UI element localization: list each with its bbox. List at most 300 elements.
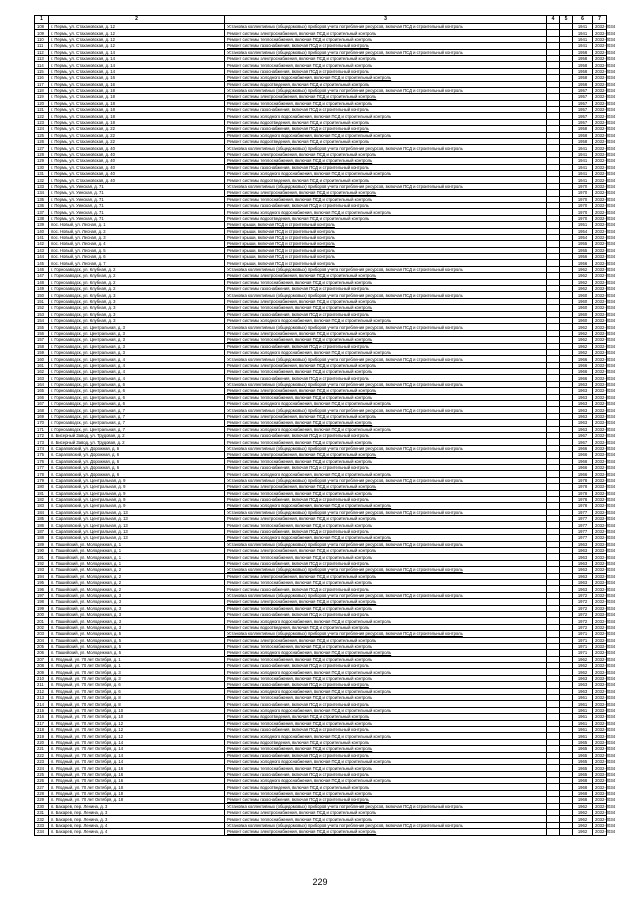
work-type-cell: Ремонт системы газоснабжения, включая ПСД и строительный контроль: [225, 286, 547, 292]
period-cell: 2032-2034: [593, 592, 607, 598]
address-cell: г. Горнозаводск, ул. Центральная, д. 7: [49, 420, 225, 426]
year-cell: 1962: [573, 816, 593, 822]
work-type-cell: Ремонт системы холодного водоснабжения, включая ПСД и строительный контроль: [225, 535, 547, 541]
period-cell: 2032-2034: [593, 554, 607, 560]
work-type-cell: Ремонт системы водоотведения, включая ПСД и строительный контроль: [225, 139, 547, 145]
work-type-cell: Ремонт системы водоотведения, включая ПСД и строительный контроль: [225, 81, 547, 87]
address-cell: г. Пермь, ул. Стахановская, д. 12: [49, 24, 225, 30]
work-type-cell: Ремонт системы холодного водоснабжения, включая ПСД и строительный контроль: [225, 75, 547, 81]
address-cell: г. Горнозаводск, ул. Центральная, д. 3: [49, 349, 225, 355]
row-number-cell: 219: [35, 733, 49, 739]
row-number-cell: 232: [35, 816, 49, 822]
period-cell: 2032-2034: [593, 279, 607, 285]
address-cell: п. Пашийский, ул. Молодежная, д. 1: [49, 560, 225, 566]
work-type-cell: Ремонт системы газоснабжения, включая ПСД и строительный контроль: [225, 560, 547, 566]
row-number-cell: 137: [35, 209, 49, 215]
work-type-cell: Ремонт системы теплоснабжения, включая ПСД и строительный контроль: [225, 490, 547, 496]
address-cell: п. Сараповский, ул. Дорожная, д. 6: [49, 471, 225, 477]
work-type-cell: Ремонт системы электроснабжения, включая ПСД и строительный контроль: [225, 30, 547, 36]
period-cell: 2032-2034: [593, 714, 607, 720]
address-cell: п. Ягодный, ул. 70 лет Октября, д. 10: [49, 714, 225, 720]
work-type-cell: Ремонт системы электроснабжения, включая ПСД и строительный контроль: [225, 190, 547, 196]
row-number-cell: 223: [35, 758, 49, 764]
work-type-cell: Ремонт системы теплоснабжения, включая ПСД и строительный контроль: [225, 196, 547, 202]
row-number-cell: 220: [35, 739, 49, 745]
work-type-cell: Ремонт системы электроснабжения, включая ПСД и строительный контроль: [225, 413, 547, 419]
address-cell: п. Сараповский, ул. Центральная, д. 9: [49, 496, 225, 502]
address-cell: г. Пермь, ул. Стахановская, д. 12: [49, 30, 225, 36]
work-type-cell: Ремонт системы теплоснабжения, включая ПСД и строительный контроль: [225, 746, 547, 752]
year-cell: 1965: [573, 765, 593, 771]
year-cell: 1961: [573, 695, 593, 701]
row-number-cell: 172: [35, 433, 49, 439]
work-type-cell: Ремонт системы теплоснабжения, включая ПСД и строительный контроль: [225, 554, 547, 560]
work-type-cell: Ремонт системы электроснабжения, включая ПСД и строительный контроль: [225, 298, 547, 304]
work-type-cell: Ремонт системы газоснабжения, включая ПСД и строительный контроль: [225, 43, 547, 49]
address-cell: г. Пермь, ул. Уинская, д. 71: [49, 215, 225, 221]
row-number-cell: 185: [35, 516, 49, 522]
year-cell: 1968: [573, 778, 593, 784]
address-cell: п. Ягодный, ул. 70 лет Октября, д. 16: [49, 771, 225, 777]
header-col-2: 2: [49, 16, 225, 24]
period-cell: 2032-2034: [593, 675, 607, 681]
row-number-cell: 193: [35, 567, 49, 573]
year-cell: 1961: [573, 726, 593, 732]
row-number-cell: 183: [35, 503, 49, 509]
period-cell: 2032-2034: [593, 81, 607, 87]
row-number-cell: 213: [35, 695, 49, 701]
row-number-cell: 162: [35, 369, 49, 375]
row-number-cell: 169: [35, 413, 49, 419]
work-type-cell: Ремонт крыши, включая ПСД и строительный контроль: [225, 247, 547, 253]
row-number-cell: 207: [35, 656, 49, 662]
year-cell: 1962: [573, 266, 593, 272]
period-cell: 2032-2034: [593, 631, 607, 637]
work-type-cell: Установка коллективных (общедомовых) приборов учета потребления ресурсов, включая ПСД и строительный контроль: [225, 183, 547, 189]
period-cell: 2032-2034: [593, 311, 607, 317]
address-cell: п. Ягодный, ул. 70 лет Октября, д. 12: [49, 733, 225, 739]
work-type-cell: Ремонт системы водоотведения, включая ПСД и строительный контроль: [225, 739, 547, 745]
period-cell: 2032-2034: [593, 477, 607, 483]
address-cell: г. Горнозаводск, ул. Клубная, д. 3: [49, 305, 225, 311]
address-cell: п. Пашийский, ул. Молодежная, д. 3: [49, 611, 225, 617]
year-cell: 1963: [573, 401, 593, 407]
work-type-cell: Ремонт системы теплоснабжения, включая ПСД и строительный контроль: [225, 458, 547, 464]
address-cell: п. Ягодный, ул. 70 лет Октября, д. 18: [49, 784, 225, 790]
work-type-cell: Ремонт системы газоснабжения, включая ПСД и строительный контроль: [225, 682, 547, 688]
address-cell: г. Пермь, ул. Стахановская, д. 40: [49, 170, 225, 176]
work-type-cell: Ремонт системы холодного водоснабжения, включая ПСД и строительный контроль: [225, 170, 547, 176]
year-cell: 1962: [573, 656, 593, 662]
address-cell: п. Ягодный, ул. 70 лет Октября, д. 16: [49, 778, 225, 784]
work-type-cell: Установка коллективных (общедомовых) приборов учета потребления ресурсов, включая ПСД и строительный контроль: [225, 803, 547, 809]
period-cell: 2032-2034: [593, 94, 607, 100]
address-cell: п. Пашийский, ул. Молодежная, д. 3: [49, 599, 225, 605]
row-number-cell: 151: [35, 298, 49, 304]
row-number-cell: 212: [35, 688, 49, 694]
address-cell: п. Пашийский, ул. Молодежная, д. 1: [49, 541, 225, 547]
period-cell: 2032-2034: [593, 650, 607, 656]
address-cell: п. Пашийский, ул. Молодежная, д. 3: [49, 618, 225, 624]
address-cell: г. Горнозаводск, ул. Клубная, д. 3: [49, 317, 225, 323]
period-cell: 2032-2034: [593, 247, 607, 253]
period-cell: 2032-2034: [593, 535, 607, 541]
period-cell: 2032-2034: [593, 362, 607, 368]
row-number-cell: 229: [35, 797, 49, 803]
row-number-cell: 133: [35, 183, 49, 189]
address-cell: г. Пермь, ул. Уинская, д. 71: [49, 209, 225, 215]
year-cell: 1977: [573, 522, 593, 528]
period-cell: 2032-2034: [593, 286, 607, 292]
work-type-cell: Ремонт системы газоснабжения, включая ПСД и строительный контроль: [225, 375, 547, 381]
year-cell: 1962: [573, 810, 593, 816]
address-cell: г. Пермь, ул. Стахановская, д. 12: [49, 43, 225, 49]
address-cell: пос. Новый, ул. Лесная, д. 6: [49, 254, 225, 260]
work-type-cell: Ремонт системы теплоснабжения, включая ПСД и строительный контроль: [225, 305, 547, 311]
year-cell: 1965: [573, 758, 593, 764]
work-type-cell: Ремонт системы теплоснабжения, включая ПСД и строительный контроль: [225, 394, 547, 400]
period-cell: 2032-2034: [593, 107, 607, 113]
address-cell: г. Пермь, ул. Стахановская, д. 14: [49, 62, 225, 68]
period-cell: 2032-2034: [593, 183, 607, 189]
period-cell: 2032-2034: [593, 151, 607, 157]
address-cell: п. Пашийский, ул. Молодежная, д. 2: [49, 579, 225, 585]
year-cell: 1941: [573, 177, 593, 183]
address-cell: п. Сараповский, ул. Дорожная, д. 6: [49, 458, 225, 464]
address-cell: г. Горнозаводск, ул. Центральная, д. 6: [49, 394, 225, 400]
work-type-cell: Установка коллективных (общедомовых) приборов учета потребления ресурсов, включая ПСД и строительный контроль: [225, 445, 547, 451]
period-cell: 2032-2034: [593, 733, 607, 739]
address-cell: г. Пермь, ул. Стахановская, д. 40: [49, 151, 225, 157]
work-type-cell: Ремонт системы электроснабжения, включая ПСД и строительный контроль: [225, 55, 547, 61]
address-cell: п. Пашийский, ул. Молодежная, д. 2: [49, 573, 225, 579]
work-type-cell: Ремонт системы газоснабжения, включая ПСД и строительный контроль: [225, 496, 547, 502]
year-cell: 1957: [573, 107, 593, 113]
year-cell: 1941: [573, 145, 593, 151]
work-type-cell: Ремонт крыши, включая ПСД и строительный контроль: [225, 234, 547, 240]
work-type-cell: Установка коллективных (общедомовых) приборов учета потребления ресурсов, включая ПСД и строительный контроль: [225, 541, 547, 547]
header-col-1: 1: [35, 16, 49, 24]
address-cell: г. Пермь, ул. Стахановская, д. 18: [49, 87, 225, 93]
address-cell: г. Пермь, ул. Уинская, д. 71: [49, 183, 225, 189]
year-cell: 1977: [573, 535, 593, 541]
row-number-cell: 148: [35, 279, 49, 285]
period-cell: 2032-2034: [593, 765, 607, 771]
row-number-cell: 128: [35, 151, 49, 157]
year-cell: 1941: [573, 164, 593, 170]
work-type-cell: Установка коллективных (общедомовых) приборов учета потребления ресурсов, включая ПСД и строительный контроль: [225, 631, 547, 637]
address-cell: г. Горнозаводск, ул. Центральная, д. 7: [49, 407, 225, 413]
address-cell: п. Бахарев, пер. Ленина, д. 3: [49, 810, 225, 816]
work-type-cell: Ремонт системы холодного водоснабжения, включая ПСД и строительный контроль: [225, 778, 547, 784]
period-cell: 2032-2034: [593, 413, 607, 419]
period-cell: 2032-2034: [593, 458, 607, 464]
work-type-cell: Ремонт системы теплоснабжения, включая ПСД и строительный контроль: [225, 695, 547, 701]
work-type-cell: Ремонт системы теплоснабжения, включая ПСД и строительный контроль: [225, 62, 547, 68]
table-body: [35, 24, 616, 836]
row-number-cell: 173: [35, 439, 49, 445]
year-cell: 1966: [573, 356, 593, 362]
address-cell: п. Ягодный, ул. 70 лет Октября, д. 3: [49, 669, 225, 675]
period-cell: 2032-2034: [593, 688, 607, 694]
work-type-cell: Установка коллективных (общедомовых) приборов учета потребления ресурсов, включая ПСД и строительный контроль: [225, 509, 547, 515]
period-cell: 2032-2034: [593, 356, 607, 362]
row-number-cell: 168: [35, 407, 49, 413]
year-cell: 1972: [573, 599, 593, 605]
period-cell: 2032-2034: [593, 375, 607, 381]
year-cell: 1971: [573, 637, 593, 643]
year-cell: 1962: [573, 829, 593, 835]
address-cell: г. Пермь, ул. Стахановская, д. 40: [49, 164, 225, 170]
period-cell: 2032-2034: [593, 439, 607, 445]
work-type-cell: Ремонт системы холодного водоснабжения, включая ПСД и строительный контроль: [225, 132, 547, 138]
work-type-cell: Ремонт системы газоснабжения, включая ПСД и строительный контроль: [225, 107, 547, 113]
year-cell: 1958: [573, 81, 593, 87]
row-number-cell: 119: [35, 94, 49, 100]
address-cell: п. Ягодный, ул. 70 лет Октября, д. 6: [49, 688, 225, 694]
row-number-cell: 231: [35, 810, 49, 816]
year-cell: 1941: [573, 158, 593, 164]
period-cell: 2032-2034: [593, 701, 607, 707]
work-type-cell: Ремонт системы водоотведения, включая ПСД и строительный контроль: [225, 177, 547, 183]
address-cell: г. Пермь, ул. Стахановская, д. 40: [49, 177, 225, 183]
row-number-cell: 217: [35, 720, 49, 726]
address-cell: п. Бисерный Завод, ул. Трудовая, д. 2: [49, 433, 225, 439]
row-number-cell: 233: [35, 822, 49, 828]
address-cell: пос. Новый, ул. Лесная, д. 4: [49, 241, 225, 247]
work-type-cell: Ремонт системы водоотведения, включая ПСД и строительный контроль: [225, 215, 547, 221]
work-type-cell: Установка коллективных (общедомовых) приборов учета потребления ресурсов, включая ПСД и строительный контроль: [225, 567, 547, 573]
address-cell: г. Пермь, ул. Уинская, д. 71: [49, 190, 225, 196]
year-cell: 1971: [573, 643, 593, 649]
row-number-cell: 177: [35, 464, 49, 470]
period-cell: 2032-2034: [593, 663, 607, 669]
row-number-cell: 181: [35, 490, 49, 496]
year-cell: 1978: [573, 503, 593, 509]
work-type-cell: Установка коллективных (общедомовых) приборов учета потребления ресурсов, включая ПСД и строительный контроль: [225, 87, 547, 93]
row-number-cell: 143: [35, 247, 49, 253]
year-cell: 1957: [573, 94, 593, 100]
work-type-cell: Ремонт системы водоотведения, включая ПСД и строительный контроль: [225, 784, 547, 790]
period-cell: 2032-2034: [593, 752, 607, 758]
work-type-cell: Ремонт системы холодного водоснабжения, включая ПСД и строительный контроль: [225, 349, 547, 355]
row-number-cell: 129: [35, 158, 49, 164]
work-type-cell: Ремонт системы газоснабжения, включая ПСД и строительный контроль: [225, 611, 547, 617]
work-type-cell: Ремонт крыши, включая ПСД и строительный контроль: [225, 222, 547, 228]
period-cell: 2032-2034: [593, 68, 607, 74]
row-number-cell: 153: [35, 311, 49, 317]
period-cell: 2032-2034: [593, 158, 607, 164]
year-cell: 1971: [573, 650, 593, 656]
row-number-cell: 176: [35, 458, 49, 464]
work-type-cell: Ремонт системы водоотведения, включая ПСД и строительный контроль: [225, 714, 547, 720]
row-number-cell: 182: [35, 496, 49, 502]
period-cell: 2032-2034: [593, 62, 607, 68]
work-type-cell: Ремонт системы водоотведения, включая ПСД и строительный контроль: [225, 624, 547, 630]
year-cell: 1963: [573, 426, 593, 432]
year-cell: 1963: [573, 413, 593, 419]
year-cell: 1960: [573, 298, 593, 304]
row-number-cell: 187: [35, 528, 49, 534]
period-cell: 2032-2034: [593, 241, 607, 247]
period-cell: 2032-2034: [593, 790, 607, 796]
row-number-cell: 196: [35, 586, 49, 592]
address-cell: г. Пермь, ул. Стахановская, д. 22: [49, 139, 225, 145]
year-cell: 1978: [573, 484, 593, 490]
period-cell: 2032-2034: [593, 215, 607, 221]
address-cell: п. Бахарев, пер. Ленина, д. 3: [49, 816, 225, 822]
year-cell: 1962: [573, 324, 593, 330]
row-number-cell: 139: [35, 222, 49, 228]
work-type-cell: Ремонт системы газоснабжения, включая ПСД и строительный контроль: [225, 771, 547, 777]
year-cell: 1963: [573, 573, 593, 579]
work-type-cell: Ремонт системы холодного водоснабжения, включая ПСД и строительный контроль: [225, 669, 547, 675]
work-type-cell: Ремонт системы теплоснабжения, включая ПСД и строительный контроль: [225, 790, 547, 796]
address-cell: п. Сараповский, ул. Центральная, д. 13: [49, 516, 225, 522]
year-cell: 1971: [573, 631, 593, 637]
row-number-cell: 159: [35, 349, 49, 355]
work-type-cell: Ремонт системы газоснабжения, включая ПСД и строительный контроль: [225, 528, 547, 534]
period-cell: 2032-2034: [593, 726, 607, 732]
period-cell: 2032-2034: [593, 298, 607, 304]
row-number-cell: 198: [35, 599, 49, 605]
address-cell: п. Сараповский, ул. Центральная, д. 9: [49, 490, 225, 496]
address-cell: г. Горнозаводск, ул. Центральная, д. 4: [49, 362, 225, 368]
year-cell: 1970: [573, 202, 593, 208]
year-cell: 1977: [573, 516, 593, 522]
address-cell: г. Горнозаводск, ул. Центральная, д. 4: [49, 375, 225, 381]
row-number-cell: 110: [35, 36, 49, 42]
row-number-cell: 222: [35, 752, 49, 758]
work-type-cell: Установка коллективных (общедомовых) приборов учета потребления ресурсов, включая ПСД и строительный контроль: [225, 356, 547, 362]
row-number-cell: 163: [35, 375, 49, 381]
row-number-cell: 123: [35, 119, 49, 125]
period-cell: 2032-2034: [593, 49, 607, 55]
work-type-cell: Установка коллективных (общедомовых) приборов учета потребления ресурсов, включая ПСД и строительный контроль: [225, 407, 547, 413]
address-cell: п. Ягодный, ул. 70 лет Октября, д. 14: [49, 752, 225, 758]
work-type-cell: Ремонт системы теплоснабжения, включая ПСД и строительный контроль: [225, 656, 547, 662]
period-cell: 2032-2034: [593, 516, 607, 522]
period-cell: 2032-2034: [593, 337, 607, 343]
work-type-cell: Ремонт системы теплоснабжения, включая ПСД и строительный контроль: [225, 36, 547, 42]
row-number-cell: 209: [35, 669, 49, 675]
address-cell: п. Ягодный, ул. 70 лет Октября, д. 18: [49, 790, 225, 796]
work-type-cell: Ремонт системы теплоснабжения, включая ПСД и строительный контроль: [225, 675, 547, 681]
year-cell: 1961: [573, 720, 593, 726]
period-cell: 2032-2034: [593, 139, 607, 145]
year-cell: 1965: [573, 752, 593, 758]
row-number-cell: 165: [35, 388, 49, 394]
address-cell: г. Горнозаводск, ул. Центральная, д. 6: [49, 388, 225, 394]
address-cell: п. Ягодный, ул. 70 лет Октября, д. 12: [49, 726, 225, 732]
period-cell: 2032-2034: [593, 452, 607, 458]
year-cell: 1962: [573, 663, 593, 669]
year-cell: 1963: [573, 554, 593, 560]
row-number-cell: 157: [35, 337, 49, 343]
row-number-cell: 214: [35, 701, 49, 707]
address-cell: п. Ягодный, ул. 70 лет Октября, д. 1: [49, 656, 225, 662]
work-type-cell: Ремонт системы газоснабжения, включая ПСД и строительный контроль: [225, 433, 547, 439]
year-cell: 1957: [573, 119, 593, 125]
address-cell: г. Горнозаводск, ул. Клубная, д. 3: [49, 298, 225, 304]
empty-cell: [560, 829, 573, 835]
year-cell: 1958: [573, 68, 593, 74]
row-number-cell: 130: [35, 164, 49, 170]
address-cell: п. Пашийский, ул. Молодежная, д. 3: [49, 605, 225, 611]
year-cell: 1960: [573, 311, 593, 317]
year-cell: 1963: [573, 675, 593, 681]
address-cell: г. Пермь, ул. Стахановская, д. 16: [49, 81, 225, 87]
work-type-cell: Ремонт системы электроснабжения, включая ПСД и строительный контроль: [225, 516, 547, 522]
year-cell: 1962: [573, 349, 593, 355]
address-cell: г. Пермь, ул. Уинская, д. 71: [49, 202, 225, 208]
year-cell: 1972: [573, 618, 593, 624]
row-number-cell: 145: [35, 260, 49, 266]
work-type-cell: Ремонт системы теплоснабжения, включая ПСД и строительный контроль: [225, 337, 547, 343]
year-cell: 1966: [573, 458, 593, 464]
address-cell: п. Ягодный, ул. 70 лет Октября, д. 12: [49, 720, 225, 726]
address-cell: п. Сараповский, ул. Центральная, д. 9: [49, 503, 225, 509]
period-cell: 2032-2034: [593, 503, 607, 509]
work-type-cell: Ремонт системы холодного водоснабжения, включая ПСД и строительный контроль: [225, 401, 547, 407]
year-cell: 1963: [573, 579, 593, 585]
work-type-cell: Ремонт системы электроснабжения, включая ПСД и строительный контроль: [225, 548, 547, 554]
address-cell: пос. Новый, ул. Лесная, д. 1: [49, 222, 225, 228]
address-cell: п. Пашийский, ул. Молодежная, д. 2: [49, 586, 225, 592]
address-cell: п. Пашийский, ул. Молодежная, д. 1: [49, 554, 225, 560]
work-type-cell: Ремонт системы электроснабжения, включая ПСД и строительный контроль: [225, 637, 547, 643]
year-cell: 1957: [573, 100, 593, 106]
row-number-cell: 202: [35, 624, 49, 630]
row-number-cell: 204: [35, 637, 49, 643]
address-cell: п. Пашийский, ул. Молодежная, д. 5: [49, 637, 225, 643]
work-type-cell: Ремонт системы газоснабжения, включая ПСД и строительный контроль: [225, 701, 547, 707]
period-cell: 2032-2034: [593, 177, 607, 183]
address-cell: п. Бисерный Завод, ул. Трудовая, д. 2: [49, 439, 225, 445]
address-cell: п. Бахарев, пер. Ленина, д. 4: [49, 829, 225, 835]
year-cell: 1957: [573, 113, 593, 119]
work-type-cell: Установка коллективных (общедомовых) приборов учета потребления ресурсов, включая ПСД и строительный контроль: [225, 324, 547, 330]
period-cell: 2032-2034: [593, 132, 607, 138]
year-cell: 1970: [573, 183, 593, 189]
row-number-cell: 211: [35, 682, 49, 688]
year-cell: 1941: [573, 170, 593, 176]
period-cell: 2032-2034: [593, 420, 607, 426]
year-cell: 1960: [573, 317, 593, 323]
period-cell: 2032-2034: [593, 746, 607, 752]
work-type-cell: Ремонт системы электроснабжения, включая ПСД и строительный контроль: [225, 151, 547, 157]
year-cell: 1962: [573, 279, 593, 285]
address-cell: г. Пермь, ул. Стахановская, д. 22: [49, 126, 225, 132]
year-cell: 1941: [573, 24, 593, 30]
header-col-6: 6: [573, 16, 593, 24]
year-cell: 1956: [573, 254, 593, 260]
row-number-cell: 192: [35, 560, 49, 566]
address-cell: п. Сараповский, ул. Дорожная, д. 6: [49, 445, 225, 451]
row-number-cell: 111: [35, 43, 49, 49]
row-number-cell: 155: [35, 324, 49, 330]
year-cell: 1954: [573, 234, 593, 240]
row-number-cell: 221: [35, 746, 49, 752]
row-number-cell: 144: [35, 254, 49, 260]
row-number-cell: 154: [35, 317, 49, 323]
work-type-cell: Ремонт крыши, включая ПСД и строительный контроль: [225, 260, 547, 266]
period-cell: 2032-2034: [593, 579, 607, 585]
address-cell: г. Пермь, ул. Стахановская, д. 14: [49, 68, 225, 74]
address-cell: г. Горнозаводск, ул. Центральная, д. 7: [49, 426, 225, 432]
row-number-cell: 188: [35, 535, 49, 541]
period-cell: 2032-2034: [593, 407, 607, 413]
